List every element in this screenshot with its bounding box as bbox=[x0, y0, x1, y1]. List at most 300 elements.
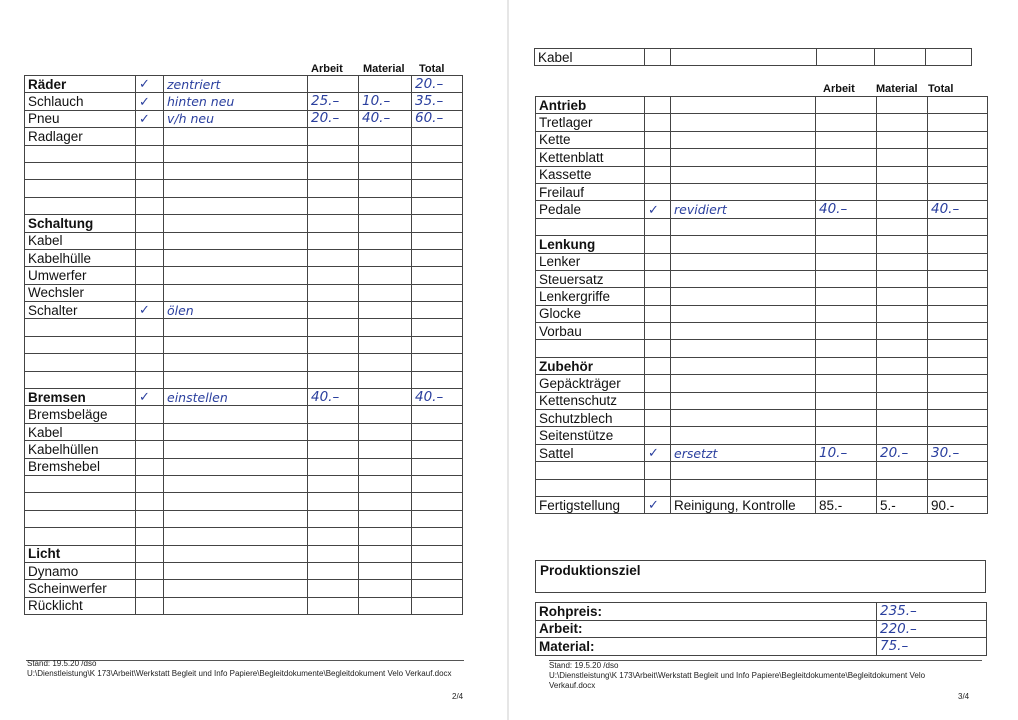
note-cell bbox=[671, 357, 816, 374]
note-cell bbox=[164, 510, 308, 527]
total-cell bbox=[412, 249, 463, 266]
form-page-3 bbox=[509, 0, 1018, 720]
check-cell bbox=[136, 441, 164, 458]
note-cell bbox=[164, 267, 308, 284]
row-label bbox=[25, 162, 136, 179]
form-row bbox=[25, 180, 463, 197]
row-label: Kassette bbox=[536, 166, 645, 183]
arbeit-cell: 10.– bbox=[816, 444, 877, 461]
column-header-total: Total bbox=[419, 63, 445, 75]
form-row bbox=[536, 496, 988, 513]
total-cell bbox=[412, 597, 463, 614]
arbeit-cell bbox=[308, 441, 359, 458]
note-cell bbox=[671, 392, 816, 409]
arbeit-cell bbox=[816, 166, 877, 183]
total-cell bbox=[412, 475, 463, 492]
material-cell bbox=[359, 458, 412, 475]
form-row bbox=[25, 493, 463, 510]
material-cell bbox=[877, 97, 928, 114]
check-cell bbox=[136, 562, 164, 579]
row-label: Lenkergriffe bbox=[536, 288, 645, 305]
form-row bbox=[25, 562, 463, 579]
row-label: Freilauf bbox=[536, 183, 645, 200]
total-cell bbox=[412, 528, 463, 545]
form-row bbox=[536, 323, 988, 340]
summary-label: Material: bbox=[536, 638, 877, 656]
check-cell bbox=[136, 145, 164, 162]
total-cell bbox=[928, 410, 988, 427]
check-cell bbox=[645, 323, 671, 340]
arbeit-cell: 40.– bbox=[816, 201, 877, 218]
check-cell bbox=[645, 270, 671, 287]
row-label: Dynamo bbox=[25, 562, 136, 579]
note-cell bbox=[164, 302, 308, 319]
total-cell bbox=[928, 479, 988, 496]
total-cell bbox=[928, 166, 988, 183]
note-cell bbox=[164, 284, 308, 301]
check-cell bbox=[136, 180, 164, 197]
check-cell bbox=[136, 162, 164, 179]
arbeit-cell: 40.– bbox=[308, 389, 359, 406]
arbeit-cell bbox=[308, 371, 359, 388]
total-cell bbox=[412, 319, 463, 336]
handwritten-note: revidiert bbox=[674, 202, 727, 218]
note-cell bbox=[671, 288, 816, 305]
form-row bbox=[536, 97, 988, 114]
row-label: Schalter bbox=[25, 302, 136, 319]
check-cell bbox=[136, 458, 164, 475]
arbeit-cell: 20.– bbox=[308, 110, 359, 127]
section-heading: Zubehör bbox=[536, 357, 645, 374]
total-cell bbox=[928, 323, 988, 340]
note-cell bbox=[164, 249, 308, 266]
note-cell bbox=[164, 406, 308, 423]
note-cell bbox=[671, 375, 816, 392]
material-cell bbox=[359, 145, 412, 162]
material-cell bbox=[359, 232, 412, 249]
checkmark-icon: ✓ bbox=[648, 202, 659, 218]
produktionsziel-box bbox=[535, 560, 986, 593]
section-heading: Schaltung bbox=[25, 215, 136, 232]
material-cell bbox=[877, 253, 928, 270]
arbeit-cell bbox=[816, 149, 877, 166]
check-cell bbox=[136, 267, 164, 284]
row-label bbox=[25, 493, 136, 510]
form-row bbox=[536, 114, 988, 131]
material-cell bbox=[877, 288, 928, 305]
check-cell bbox=[645, 97, 671, 114]
arbeit-cell bbox=[308, 545, 359, 562]
check-cell bbox=[645, 166, 671, 183]
note-cell bbox=[164, 441, 308, 458]
form-row bbox=[25, 423, 463, 440]
total-cell bbox=[928, 357, 988, 374]
arbeit-cell bbox=[816, 253, 877, 270]
check-cell bbox=[136, 232, 164, 249]
form-row bbox=[536, 270, 988, 287]
total-cell bbox=[412, 406, 463, 423]
arbeit-cell bbox=[308, 406, 359, 423]
form-row bbox=[25, 475, 463, 492]
row-label: Lenker bbox=[536, 253, 645, 270]
section-heading: Licht bbox=[25, 545, 136, 562]
form-row bbox=[25, 597, 463, 614]
row-label bbox=[25, 197, 136, 214]
arbeit-cell bbox=[816, 479, 877, 496]
form-row bbox=[25, 145, 463, 162]
material-cell bbox=[359, 441, 412, 458]
handwritten-note: v/h neu bbox=[167, 111, 215, 127]
total-cell bbox=[412, 458, 463, 475]
check-cell bbox=[136, 493, 164, 510]
arbeit-cell bbox=[816, 97, 877, 114]
check-cell bbox=[136, 545, 164, 562]
form-row bbox=[536, 462, 988, 479]
row-label: Schlauch bbox=[25, 93, 136, 110]
form-row bbox=[25, 93, 463, 110]
note-cell bbox=[671, 427, 816, 444]
total-cell bbox=[928, 427, 988, 444]
note-cell bbox=[164, 76, 308, 93]
arbeit-cell bbox=[308, 284, 359, 301]
check-cell bbox=[136, 371, 164, 388]
check-cell bbox=[645, 357, 671, 374]
form-row bbox=[536, 479, 988, 496]
arbeit-cell bbox=[308, 458, 359, 475]
check-cell bbox=[136, 128, 164, 145]
row-label bbox=[25, 475, 136, 492]
arbeit-cell bbox=[816, 375, 877, 392]
form-row bbox=[25, 389, 463, 406]
check-cell bbox=[136, 110, 164, 127]
total-cell bbox=[928, 288, 988, 305]
arbeit-cell bbox=[816, 270, 877, 287]
check-cell bbox=[136, 475, 164, 492]
check-cell bbox=[645, 149, 671, 166]
material-cell bbox=[359, 197, 412, 214]
note-cell bbox=[164, 354, 308, 371]
note-cell bbox=[164, 232, 308, 249]
material-cell bbox=[359, 267, 412, 284]
note-cell bbox=[164, 145, 308, 162]
section-heading: Bremsen bbox=[25, 389, 136, 406]
column-header-material: Material bbox=[876, 83, 918, 95]
form-row bbox=[536, 201, 988, 218]
row-label bbox=[536, 462, 645, 479]
total-cell bbox=[412, 128, 463, 145]
check-cell bbox=[645, 340, 671, 357]
note-cell bbox=[164, 215, 308, 232]
page-number: 3/4 bbox=[958, 692, 970, 701]
summary-row bbox=[536, 620, 987, 638]
total-cell bbox=[928, 462, 988, 479]
material-cell bbox=[359, 528, 412, 545]
row-label bbox=[25, 371, 136, 388]
material-cell bbox=[877, 462, 928, 479]
arbeit-cell bbox=[308, 267, 359, 284]
total-cell bbox=[412, 302, 463, 319]
form-row bbox=[25, 162, 463, 179]
total-cell bbox=[412, 354, 463, 371]
form-row bbox=[536, 131, 988, 148]
material-cell bbox=[359, 423, 412, 440]
material-cell bbox=[359, 545, 412, 562]
material-cell bbox=[877, 218, 928, 235]
form-row bbox=[536, 410, 988, 427]
check-cell bbox=[645, 236, 671, 253]
total-cell bbox=[928, 183, 988, 200]
arbeit-cell bbox=[816, 410, 877, 427]
note-cell bbox=[671, 410, 816, 427]
handwritten-note: Reinigung, Kontrolle bbox=[674, 497, 796, 513]
note-cell bbox=[671, 97, 816, 114]
form-row bbox=[25, 545, 463, 562]
checkmark-icon: ✓ bbox=[648, 446, 659, 461]
note-cell bbox=[671, 166, 816, 183]
row-label: Glocke bbox=[536, 305, 645, 322]
form-row bbox=[25, 267, 463, 284]
material-cell bbox=[359, 336, 412, 353]
form-row bbox=[536, 444, 988, 461]
row-label: Fertigstellung bbox=[536, 496, 645, 513]
left-checklist-table bbox=[24, 75, 463, 615]
total-cell bbox=[412, 562, 463, 579]
form-row bbox=[25, 197, 463, 214]
arbeit-cell bbox=[308, 302, 359, 319]
total-cell bbox=[412, 145, 463, 162]
check-cell bbox=[136, 197, 164, 214]
row-label: Umwerfer bbox=[25, 267, 136, 284]
note-cell bbox=[164, 128, 308, 145]
form-row bbox=[25, 249, 463, 266]
note-cell bbox=[164, 458, 308, 475]
note-cell bbox=[164, 475, 308, 492]
check-cell bbox=[136, 76, 164, 93]
total-cell bbox=[928, 218, 988, 235]
check-cell bbox=[645, 218, 671, 235]
form-row bbox=[25, 215, 463, 232]
check-cell bbox=[136, 284, 164, 301]
summary-label: Arbeit: bbox=[536, 620, 877, 638]
total-cell bbox=[928, 392, 988, 409]
total-cell bbox=[412, 215, 463, 232]
arbeit-cell bbox=[308, 336, 359, 353]
check-cell bbox=[136, 249, 164, 266]
arbeit-cell bbox=[308, 145, 359, 162]
total-cell bbox=[928, 114, 988, 131]
note-cell bbox=[671, 462, 816, 479]
total-cell bbox=[928, 253, 988, 270]
page-number: 2/4 bbox=[452, 692, 464, 701]
note-cell bbox=[671, 479, 816, 496]
total-cell bbox=[412, 510, 463, 527]
arbeit-cell bbox=[308, 510, 359, 527]
arbeit-cell bbox=[308, 128, 359, 145]
total-cell bbox=[412, 493, 463, 510]
material-cell bbox=[359, 76, 412, 93]
arbeit-cell bbox=[816, 218, 877, 235]
form-row bbox=[25, 110, 463, 127]
produktionsziel-label: Produktionsziel bbox=[540, 563, 641, 578]
total-cell bbox=[412, 545, 463, 562]
material-cell bbox=[359, 597, 412, 614]
form-row bbox=[536, 427, 988, 444]
check-cell bbox=[136, 597, 164, 614]
form-row bbox=[536, 253, 988, 270]
total-cell bbox=[412, 336, 463, 353]
material-cell bbox=[877, 114, 928, 131]
total-cell bbox=[412, 180, 463, 197]
check-cell bbox=[136, 580, 164, 597]
material-cell bbox=[359, 406, 412, 423]
note-cell bbox=[164, 180, 308, 197]
note-cell bbox=[671, 218, 816, 235]
row-label: Seitenstütze bbox=[536, 427, 645, 444]
row-label: Kettenblatt bbox=[536, 149, 645, 166]
handwritten-note: hinten neu bbox=[167, 94, 235, 110]
total-cell: 20.– bbox=[412, 76, 463, 93]
section-heading: Lenkung bbox=[536, 236, 645, 253]
arbeit-cell bbox=[816, 392, 877, 409]
material-cell: 40.– bbox=[359, 110, 412, 127]
form-row bbox=[25, 441, 463, 458]
form-row bbox=[25, 354, 463, 371]
arbeit-cell bbox=[308, 493, 359, 510]
check-cell bbox=[645, 444, 671, 461]
summary-row bbox=[536, 603, 987, 621]
row-label: Pneu bbox=[25, 110, 136, 127]
row-label bbox=[25, 319, 136, 336]
arbeit-cell bbox=[308, 162, 359, 179]
arbeit-cell bbox=[816, 427, 877, 444]
row-label: Sattel bbox=[536, 444, 645, 461]
total-cell bbox=[928, 340, 988, 357]
arbeit-cell bbox=[308, 232, 359, 249]
check-cell bbox=[645, 114, 671, 131]
form-row bbox=[25, 302, 463, 319]
checkmark-icon: ✓ bbox=[139, 77, 150, 93]
note-cell bbox=[164, 319, 308, 336]
form-row bbox=[25, 510, 463, 527]
check-cell bbox=[645, 253, 671, 270]
check-cell bbox=[645, 479, 671, 496]
row-label: Gepäckträger bbox=[536, 375, 645, 392]
handwritten-note: einstellen bbox=[167, 389, 228, 405]
footer bbox=[27, 659, 467, 679]
material-cell bbox=[877, 201, 928, 218]
material-cell bbox=[359, 128, 412, 145]
note-cell bbox=[671, 496, 816, 513]
material-cell bbox=[877, 479, 928, 496]
check-cell bbox=[136, 389, 164, 406]
check-cell bbox=[645, 131, 671, 148]
handwritten-note: ölen bbox=[167, 302, 194, 318]
check-cell bbox=[645, 392, 671, 409]
row-label: Pedale bbox=[536, 201, 645, 218]
handwritten-note: ersetzt bbox=[674, 445, 718, 461]
checkmark-icon: ✓ bbox=[139, 111, 150, 127]
material-cell bbox=[359, 215, 412, 232]
material-cell: 5.- bbox=[877, 496, 928, 513]
summary-label: Rohpreis: bbox=[536, 603, 877, 621]
material-cell bbox=[359, 284, 412, 301]
summary-table bbox=[535, 602, 987, 656]
row-label: Kettenschutz bbox=[536, 392, 645, 409]
arbeit-cell bbox=[308, 354, 359, 371]
note-cell bbox=[164, 562, 308, 579]
total-cell bbox=[928, 149, 988, 166]
footer bbox=[549, 661, 969, 691]
form-row bbox=[536, 305, 988, 322]
arbeit-cell bbox=[308, 319, 359, 336]
arbeit-cell bbox=[816, 236, 877, 253]
total-cell: 35.– bbox=[412, 93, 463, 110]
row-label: Bremshebel bbox=[25, 458, 136, 475]
note-cell bbox=[671, 444, 816, 461]
note-cell bbox=[671, 183, 816, 200]
note-cell bbox=[671, 201, 816, 218]
check-cell bbox=[136, 510, 164, 527]
material-cell bbox=[359, 180, 412, 197]
form-row bbox=[536, 375, 988, 392]
total-cell bbox=[412, 267, 463, 284]
total-cell: 40.– bbox=[928, 201, 988, 218]
arbeit-cell bbox=[816, 183, 877, 200]
row-label bbox=[25, 145, 136, 162]
check-cell bbox=[645, 288, 671, 305]
form-row bbox=[536, 166, 988, 183]
arbeit-cell bbox=[816, 288, 877, 305]
total-cell bbox=[412, 441, 463, 458]
material-cell bbox=[877, 427, 928, 444]
note-cell bbox=[164, 110, 308, 127]
material-cell bbox=[877, 149, 928, 166]
material-cell bbox=[877, 323, 928, 340]
arbeit-cell bbox=[308, 597, 359, 614]
row-label: Schutzblech bbox=[536, 410, 645, 427]
check-cell bbox=[645, 427, 671, 444]
checkmark-icon: ✓ bbox=[139, 94, 150, 110]
note-cell bbox=[671, 253, 816, 270]
total-cell bbox=[928, 131, 988, 148]
row-label bbox=[25, 180, 136, 197]
material-cell bbox=[877, 375, 928, 392]
summary-row bbox=[536, 638, 987, 656]
material-cell: 20.– bbox=[877, 444, 928, 461]
section-heading: Räder bbox=[25, 76, 136, 93]
column-header-total: Total bbox=[928, 83, 954, 95]
check-cell bbox=[136, 336, 164, 353]
form-row bbox=[25, 406, 463, 423]
material-cell: 10.– bbox=[359, 93, 412, 110]
material-cell bbox=[359, 493, 412, 510]
arbeit-cell bbox=[816, 305, 877, 322]
note-cell bbox=[164, 93, 308, 110]
material-cell bbox=[877, 340, 928, 357]
form-row bbox=[25, 371, 463, 388]
material-cell bbox=[359, 475, 412, 492]
material-cell bbox=[359, 389, 412, 406]
check-cell bbox=[645, 410, 671, 427]
form-row bbox=[25, 580, 463, 597]
material-cell bbox=[359, 510, 412, 527]
note-cell bbox=[164, 545, 308, 562]
note-cell bbox=[164, 389, 308, 406]
row-label: Steuersatz bbox=[536, 270, 645, 287]
material-cell bbox=[359, 249, 412, 266]
check-cell bbox=[136, 93, 164, 110]
footer-path: U:\Dienstleistung\K 173\Arbeit\Werkstatt Begleit und Info Papiere\Begleitdokumente\Begleitdokument Velo Verkauf.docx bbox=[549, 671, 926, 690]
